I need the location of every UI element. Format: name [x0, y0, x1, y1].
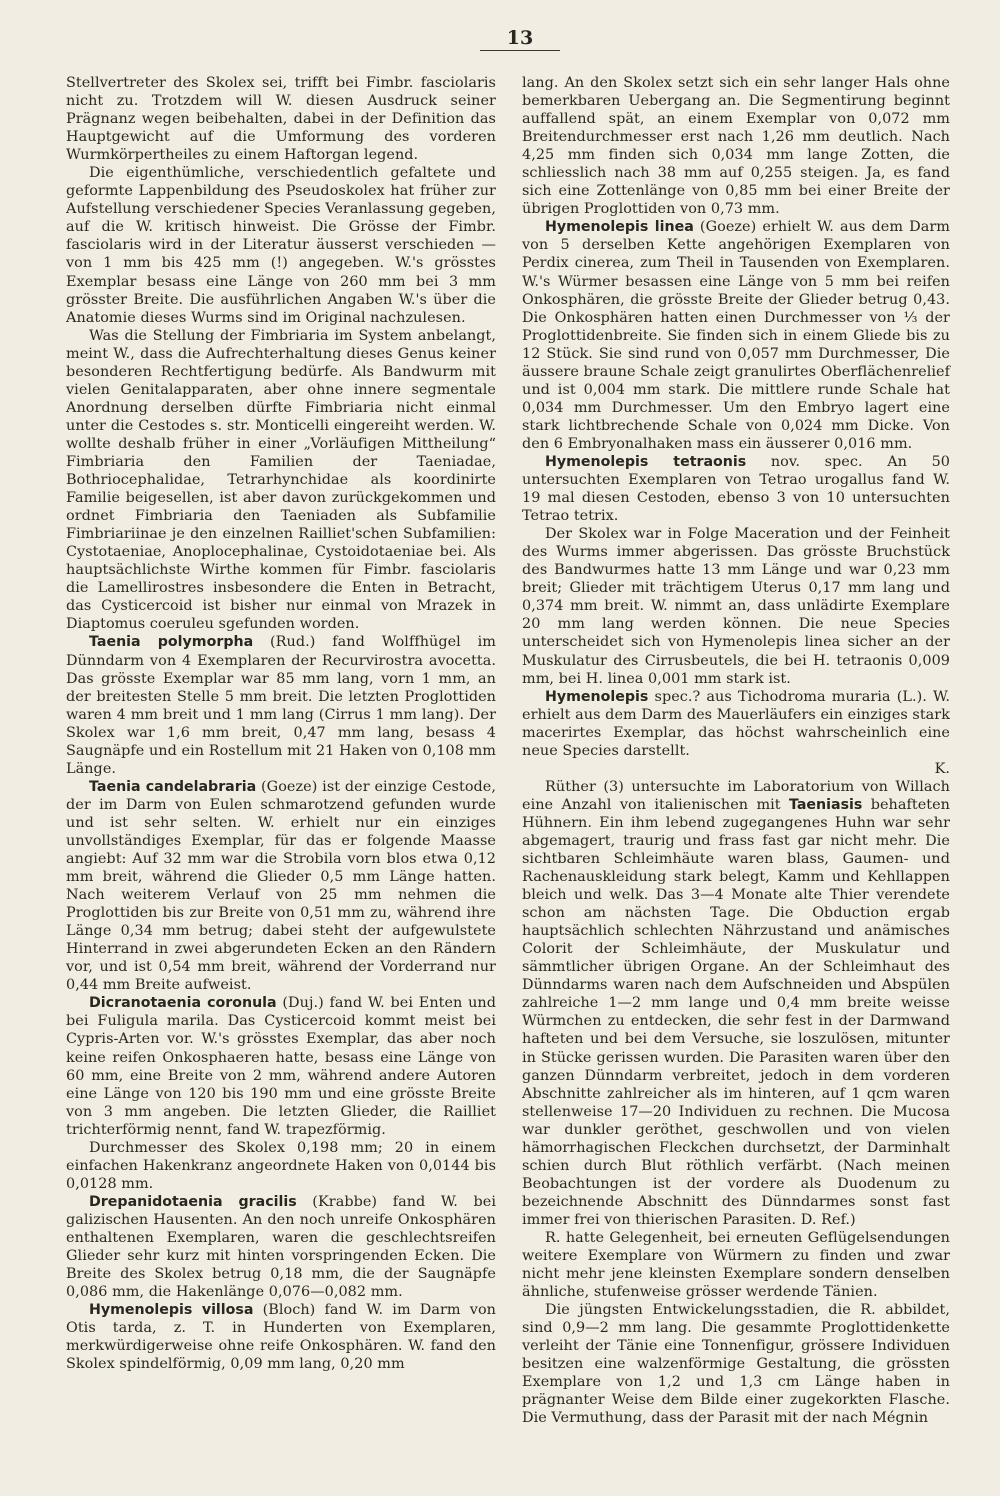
text-run: (Bloch) fand W. im Darm von Otis tarda, z. T. in Hunderten von Exemplaren, merkwürdigerweise ohne reife Onkosphären. W. fand den Skolex spindelförmig, 0,09 mm lang, 0,20 mm [66, 1302, 496, 1373]
text-run: Der Skolex war in Folge Maceration und der Feinheit des Wurms immer abgerissen. Das grösste Bruchstück des Bandwurmes hatte 13 mm Länge und war 0,23 mm breit; Glieder mit trächtigem Uterus 0,17 mm lang und 0,374 mm breit. W. nimmt an, dass unlädirte Exemplare 20 mm lang werden können. Die neue Species unterscheidet sich von Hymenolepis linea sicher an der Muskulatur des Cirrusbeutels, die bei H. tetraonis 0,009 mm, bei H. linea 0,001 mm stark ist. [522, 526, 950, 687]
text-run: nov. spec. An 50 untersuchten Exemplaren von Tetrao urogallus fand W. 19 mal diesen Cestoden, ebenso 3 von 10 untersuchten Tetrao tetrix. [522, 453, 950, 525]
paragraph [66, 1301, 496, 1373]
text-run: lang. An den Skolex setzt sich ein sehr langer Hals ohne bemerkbaren Uebergang an. Die Segmentirung beginnt auffallend spät, an einem Exemplar von 0,072 mm Breitendurchmesser erst nach 1,26 mm deutlich. Nach 4,25 mm finden sich 0,034 mm lange Zotten, die schliesslich nach 38 mm auf 0,255 steigen. Ja, es fand sich eine Zottenlänge von 0,85 mm bei einer Breite der übrigen Proglottiden von 0,73 mm. [522, 75, 950, 218]
paragraph [66, 994, 496, 1138]
paragraph [522, 525, 950, 687]
text-run: Rüther (3) untersuchte im Laboratorium von Willach eine Anzahl von italienischen mit [522, 778, 950, 813]
paragraph [522, 1229, 950, 1301]
text-run: Die jüngsten Entwickelungsstadien, die R. abbildet, sind 0,9—2 mm lang. Die gesammte Proglottidenkette verleiht der Tänie eine Tonnenfigur, grössere Individuen besitzen eine walzenförmige Gestaltung, die grössten Exemplare von 1,2 und 1,3 cm Länge haben in prägnanter Weise dem Bilde einer zugekorkten Flasche. Die Vermuthung, dass der Parasit mit der nach Mégnin [522, 1302, 950, 1427]
text-run: (Krabbe) fand W. bei galizischen Hausenten. An den noch unreife Onkosphären enthaltenen Exemplaren, waren die geschlechtsreifen Glieder sehr kurz mit hinten vorspringenden Ecken. Die Breite des Skolex betrug 0,18 mm, die der Saugnäpfe 0,086 mm, die Hakenlänge 0,076—0,082 mm. [66, 1193, 497, 1301]
left-column [66, 74, 496, 1373]
page-number: 13 [506, 27, 534, 49]
text-run: Stellvertreter des Skolex sei, trifft bei Fimbr. fasciolaris nicht zu. Trotzdem will W. diesen Ausdruck seiner Prägnanz wegen beibehalten, dabei in der Definition das Hauptgewicht auf die Umformung des vorderen Wurmkörpertheiles zu einem Haftorgan legend. [66, 75, 496, 164]
paragraph [66, 164, 496, 326]
paragraph [522, 218, 950, 453]
text-run: (Goeze) ist der einzige Cestode, der im Darm von Eulen schmarotzend gefunden wurde und ist sehr selten. W. erhielt nur ein einziges unvollständiges Exemplar, für das er folgende Maasse angiebt: Auf 32 mm war die Strobila vorn blos etwa 0,12 mm breit, während die Glieder 0,5 mm Länge hatten. Nach weiterem Verlauf von 25 mm nehmen die Proglottiden bis zur Breite von 0,51 mm zu, während ihre Länge 0,34 mm betrug; dabei steht der aufgewulstete Hinterrand in zwei abgerundeten Ecken an den Rändern vor, und ist 0,54 mm breit, während der Vorderrand nur 0,44 mm Breite aufweist. [66, 778, 496, 994]
paragraph [522, 1301, 950, 1427]
paragraph [66, 633, 496, 777]
header-rule [480, 50, 560, 51]
paragraph [66, 1139, 496, 1193]
paragraph [522, 778, 950, 1229]
text-run: (Rud.) fand Wolffhügel im Dünndarm von 4 Exemplaren der Recurvirostra avocetta. Das grösste Exemplar war 85 mm lang, vorn 1 mm, an der breitesten Stelle 5 mm breit. Die letzten Proglottiden waren 4 mm breit und 1 mm lang (Cirrus 1 mm lang). Der Skolex war 1,6 mm breit, 0,47 mm lang, besass 4 Saugnäpfe und ein Rostellum mit 21 Haken von 0,108 mm Länge. [66, 634, 497, 777]
paragraph [66, 327, 496, 634]
species-name: Drepanidotaenia gracilis [89, 1193, 297, 1210]
species-name: Taenia polymorpha [89, 634, 254, 651]
paragraph [66, 74, 496, 164]
species-name: Hymenolepis [545, 688, 649, 705]
paragraph [66, 1193, 496, 1301]
right-column [522, 74, 950, 1428]
text-run: Die eigenthümliche, verschiedentlich gefaltete und geformte Lappenbildung des Pseudoskolex hat früher zur Aufstellung verschiedener Species Veranlassung gegeben, auf die W. kritisch hinweist. Die Grösse der Fimbr. fasciolaris wird in der Literatur äusserst verschieden — von 1 mm bis 425 mm (!) angegeben. W.'s grösstes Exemplar besass eine Länge von 260 mm bei 3 mm grösster Breite. Die ausführlichen Angaben W.'s über die Anatomie dieses Wurms sind im Original nachzulesen. [66, 165, 496, 326]
text-run: Was die Stellung der Fimbriaria im System anbelangt, meint W., dass die Aufrechterhaltung dieses Genus keiner besonderen Rechtfertigung bedürfe. Als Bandwurm mit vielen Genitalapparaten, aber ohne innere segmentale Anordnung derselben dürfte Fimbriaria nicht einmal unter die Cestodes s. str. Monticelli eingereiht werden. W. wollte deshalb früher in einer „Vorläufigen Mittheilung“ Fimbriaria den Familien der Taeniadae, Bothriocephalidae, Tetrarhynchidae als koordinirte Familie beigesellen, ist aber davon zurückgekommen und ordnet Fimbriaria den Taeniaden als Subfamilie Fimbriariinae je den einzelnen Railliet'schen Subfamilien: Cystotaeniae, Anoplocephalinae, Cystoidotaeniae bei. Als hauptsächlichste Wirthe kommen für Fimbr. fasciolaris die Lamellirostres insbesondere die Enten in Betracht, das Cysticercoid ist bisher nur einmal von Mrazek in Diaptomus coeruleu sgefunden worden. [66, 327, 496, 633]
species-name: Dicranotaenia coronula [89, 995, 277, 1012]
species-name: Hymenolepis villosa [89, 1302, 254, 1319]
paragraph [522, 74, 950, 218]
species-name: Taenia candelabraria [89, 778, 257, 795]
paragraph [522, 688, 950, 760]
species-name: Taeniasis [789, 796, 863, 813]
text-run: behafteten Hühnern. Ein ihm lebend zugegangenes Huhn war sehr abgemagert, traurig und frass fast gar nicht mehr. Die sichtbaren Schleimhäute waren blass, Gaumen- und Rachenauskleidung stark belegt, Kamm und Kehllappen bleich und welk. Das 3—4 Monate alte Thier verendete schon am nächsten Tage. Die Obduction ergab hauptsächlich schlechten Nährzustand und anämisches Colorit der Schleimhäute, der Muskulatur und sämmtlicher übrigen Organe. An der Schleimhaut des Dünndarms waren nach dem Aufschneiden und Abspülen zahlreiche 1—2 mm lange und 0,4 mm breite weisse Würmchen zu entdecken, die sehr fest in der Darmwand hafteten und bei dem Versuche, sie loszulösen, mitunter in Stücke gerissen wurden. Die Parasiten waren über den ganzen Dünndarm verbreitet, jedoch in dem vorderen Abschnitte zahlreicher als im hinteren, auf 1 qcm waren stellenweise 17—20 Individuen zu rechnen. Die Mucosa war dunkler geröthet, geschwollen und von vielen hämorrhagischen Fleckchen durchsetzt, der Darminhalt schien durch Blut röthlich verfärbt. (Nach meinen Beobachtungen ist der vordere als Duodenum zu bezeichnende Abschnitt des Dünndarmes sonst fast immer frei von thierischen Parasiten. D. Ref.) [522, 796, 950, 1228]
text-run: spec.? aus Tichodroma muraria (L.). W. erhielt aus dem Darm des Mauerläufers ein einziges stark macerirtes Exemplar, das höchst wahrscheinlich eine neue Species darstellt. [522, 688, 950, 759]
text-run: (Goeze) erhielt W. aus dem Darm von 5 derselben Kette angehörigen Exemplaren von Perdix cinerea, zum Theil in Tausenden von Exemplaren. W.'s Würmer besassen eine Länge von 5 mm bei reifen Onkosphären, die grösste Breite der Glieder betrug 0,43. Die Onkosphären hatten einen Durchmesser von ⅓ der Proglottidenbreite. Sie finden sich in einem Gliede bis zu 12 Stück. Sie sind rund von 0,057 mm Durchmesser, Die äussere braune Schale zeigt granulirtes Oberflächenrelief und ist 0,004 mm stark. Die mittlere runde Schale hat 0,034 mm Durchmesser. Um den Embryo lagert eine stark lichtbrechende Schale von 0,024 mm Dicke. Von den 6 Embryonalhaken mass ein äusserer 0,016 mm. [522, 219, 950, 452]
species-name: Hymenolepis tetraonis [545, 453, 747, 470]
text-run: R. hatte Gelegenheit, bei erneuten Geflügelsendungen weitere Exemplare von Würmern zu finden und zwar nicht mehr jene kleinsten Exemplare sondern denselben ähnliche, stufenweise grösser werdende Tänien. [522, 1230, 950, 1301]
species-name: Hymenolepis linea [545, 219, 694, 236]
text-run: K. [934, 760, 950, 777]
paragraph [522, 453, 950, 525]
paragraph [66, 778, 496, 995]
text-run: Durchmesser des Skolex 0,198 mm; 20 in einem einfachen Hakenkranz angeordnete Haken von 0,0144 bis 0,0128 mm. [66, 1139, 496, 1192]
paragraph [522, 760, 950, 778]
text-run: (Duj.) fand W. bei Enten und bei Fuligula marila. Das Cysticercoid kommt meist bei Cypris-Arten vor. W.'s grösstes Exemplar, das aber noch keine reifen Onkosphaeren hatte, besass eine Länge von 60 mm, eine Breite von 2 mm, während andere Autoren eine Länge von 120 bis 190 mm und eine grösste Breite von 3 mm angeben. Die letzten Glieder, die Railliet trichterförmig nennt, fand W. trapezförmig. [66, 995, 496, 1138]
